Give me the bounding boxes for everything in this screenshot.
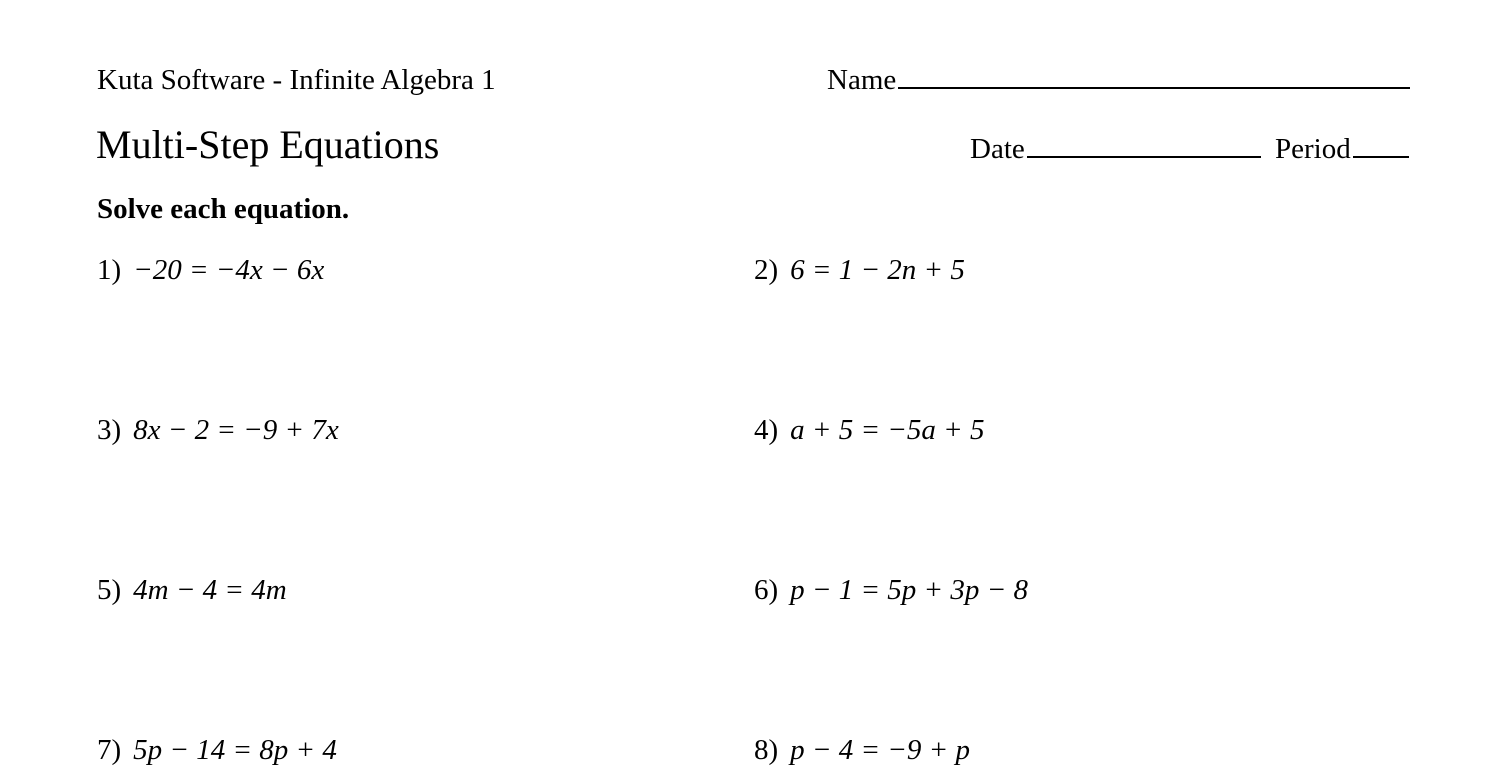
problem-6 bbox=[754, 574, 1028, 607]
period-field[interactable] bbox=[1275, 133, 1409, 166]
problem-7 bbox=[97, 734, 337, 767]
name-field[interactable] bbox=[827, 64, 1410, 97]
publisher-label: Kuta Software - Infinite Algebra 1 bbox=[97, 64, 496, 96]
name-label: Name bbox=[827, 64, 897, 96]
problem-number: 8) bbox=[754, 734, 779, 766]
problem-equation: −20 = −4x − 6x bbox=[133, 254, 325, 286]
problem-number: 4) bbox=[754, 414, 779, 446]
page-title: Multi-Step Equations bbox=[96, 122, 440, 167]
problem-equation: a + 5 = −5a + 5 bbox=[790, 414, 985, 446]
problem-number: 1) bbox=[97, 254, 122, 286]
problem-equation: 8x − 2 = −9 + 7x bbox=[133, 414, 339, 446]
problem-equation: 4m − 4 = 4m bbox=[133, 574, 287, 606]
date-field[interactable] bbox=[970, 133, 1261, 166]
problem-8 bbox=[754, 734, 970, 767]
problem-4 bbox=[754, 414, 984, 447]
period-label: Period bbox=[1275, 133, 1351, 165]
problem-3 bbox=[97, 414, 339, 447]
problem-equation: p − 1 = 5p + 3p − 8 bbox=[790, 574, 1028, 606]
problem-number: 2) bbox=[754, 254, 779, 286]
problem-5 bbox=[97, 574, 287, 607]
problem-2 bbox=[754, 254, 965, 287]
name-blank-line[interactable] bbox=[898, 86, 1410, 89]
problem-equation: p − 4 = −9 + p bbox=[790, 734, 970, 766]
problem-1 bbox=[97, 254, 324, 287]
instructions: Solve each equation. bbox=[97, 193, 350, 225]
problem-number: 5) bbox=[97, 574, 122, 606]
problem-equation: 5p − 14 = 8p + 4 bbox=[133, 734, 337, 766]
date-label: Date bbox=[970, 133, 1025, 165]
problem-equation: 6 = 1 − 2n + 5 bbox=[790, 254, 965, 286]
problem-number: 3) bbox=[97, 414, 122, 446]
problem-number: 7) bbox=[97, 734, 122, 766]
period-blank-line[interactable] bbox=[1353, 155, 1409, 158]
problem-number: 6) bbox=[754, 574, 779, 606]
date-blank-line[interactable] bbox=[1027, 155, 1261, 158]
